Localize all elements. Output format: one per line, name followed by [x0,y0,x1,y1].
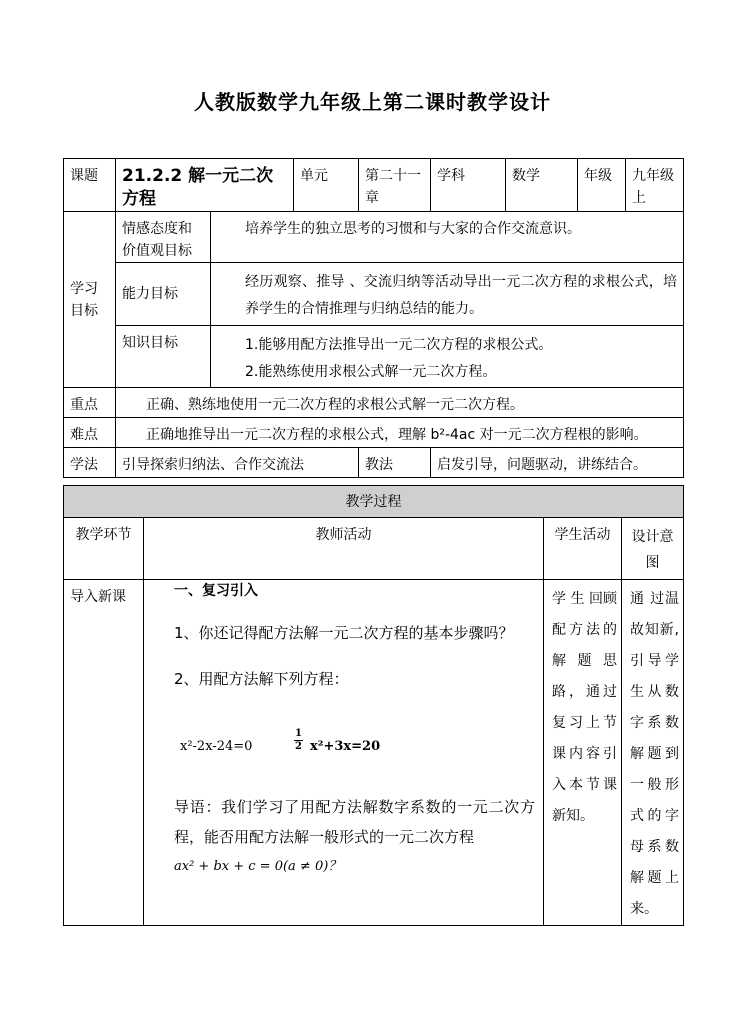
info-table [63,158,684,478]
col-design-header: 设计意图 [622,518,684,580]
objective-label-ability: 能力目标 [116,263,211,326]
subject-value: 数学 [506,159,578,212]
teach-method-label: 教法 [359,448,431,478]
unit-value: 第二十一章 [359,159,431,212]
question-1: 1、你还记得配方法解一元二次方程的基本步骤吗？ [174,624,514,642]
design-intent-cell: 通 过温故知新,引导学生从数字系数解题到一般形式的字母系数解题上来。 [622,580,684,926]
objective-text-emotion: 培养学生的独立思考的习惯和与大家的合作交流意识。 [211,212,684,263]
process-table [63,485,684,926]
col-teacher-header: 教师活动 [144,518,544,580]
section-title: 一、复习引入 [174,583,258,599]
difficulty-label: 难点 [64,418,116,448]
fraction [294,728,303,753]
equation-1: x²-2x-24=0 [180,739,253,754]
key-point-text: 正确、熟练地使用一元二次方程的求根公式解一元二次方程。 [116,388,684,418]
table-row [64,580,684,926]
knowledge-line-1: 1.能够用配方法推导出一元二次方程的求根公式。 [245,337,553,353]
grade-value: 九年级上 [626,159,684,212]
question-2: 2、用配方法解下列方程： [174,670,349,688]
objective-text-ability: 经历观察、推导 、交流归纳等活动导出一元二次方程的求根公式，培养学生的合情推理与归纳总结的能力。 [211,263,684,326]
process-heading: 教学过程 [64,486,684,518]
guide-text: 导语：我们学习了用配方法解数字系数的一元二次方程，能否用配方法解一般形式的一元二次方程 [174,798,535,846]
topic-value: 21.2.2 解一元二次方程 [116,159,294,212]
student-activity-cell: 学 生 回顾配方法的解题思路，通过复习上节课内容引入本节课新知。 [544,580,622,926]
teacher-activity-cell [144,580,544,926]
grade-label: 年级 [578,159,626,212]
objective-label-knowledge: 知识目标 [116,326,211,388]
teach-method-text: 启发引导，问题驱动，讲练结合。 [431,448,684,478]
key-point-label: 重点 [64,388,116,418]
equation-row [174,730,535,760]
col-student-header: 学生活动 [544,518,622,580]
fraction-denominator: 2 [295,741,302,752]
stage-cell: 导入新课 [64,580,144,926]
objective-label-emotion: 情感态度和价值观目标 [116,212,211,263]
objectives-group-label: 学习目标 [64,212,116,388]
topic-label: 课题 [64,159,116,212]
objective-text-knowledge [211,326,684,388]
unit-label: 单元 [294,159,359,212]
knowledge-line-2: 2.能熟练使用求根公式解一元二次方程。 [245,364,497,380]
difficulty-text: 正确地推导出一元二次方程的求根公式，理解 b²-4ac 对一元二次方程根的影响。 [116,418,684,448]
col-stage-header: 教学环节 [64,518,144,580]
subject-label: 学科 [431,159,506,212]
study-method-label: 学法 [64,448,116,478]
general-formula: ax² + bx + c = 0(a ≠ 0)？ [174,859,342,874]
study-method-text: 引导探索归纳法、合作交流法 [116,448,359,478]
fraction-numerator: 1 [295,728,302,739]
equation-2: x²+3x=20 [310,739,381,754]
page-title: 人教版数学九年级上第二课时教学设计 [194,90,551,114]
